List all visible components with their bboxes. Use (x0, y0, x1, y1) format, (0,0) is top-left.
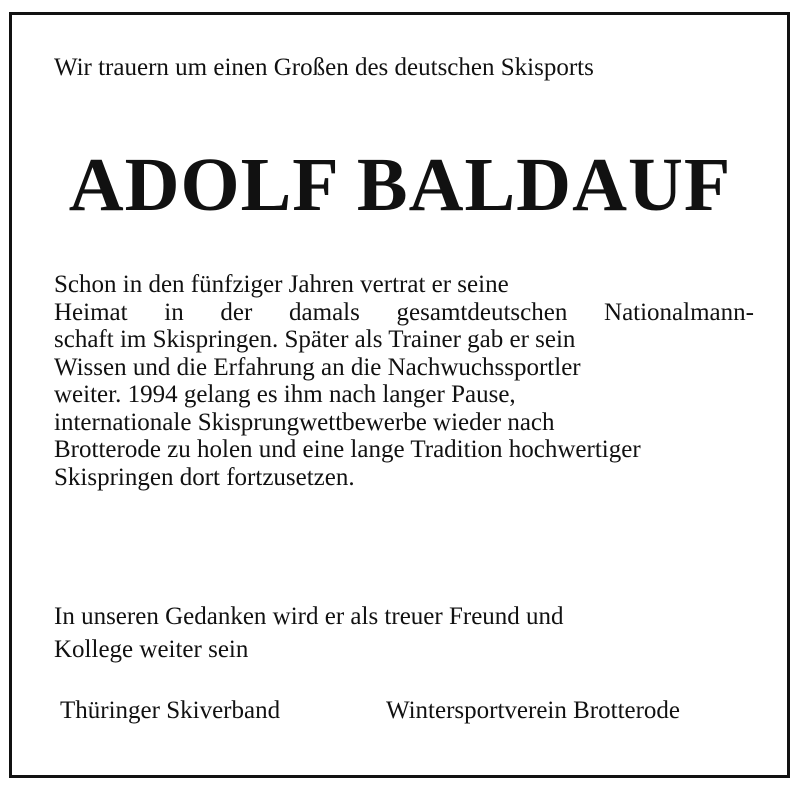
closing-line-2: Kollege weiter sein (54, 636, 249, 663)
body-line-5: weiter. 1994 gelang es ihm nach langer Pause, (54, 381, 516, 408)
body-word: der (220, 298, 253, 326)
closing-line-1: In unseren Gedanken wird er als treuer Freund und (54, 603, 564, 630)
body-word: damals (289, 298, 360, 326)
closing-text (54, 600, 564, 666)
body-word: in (164, 298, 184, 326)
intro-text: Wir trauern um einen Großen des deutschen Skisports (54, 54, 594, 81)
body-line-1: Schon in den fünfziger Jahren vertrat er seine (54, 271, 509, 298)
signatory-wintersportverein-brotterode: Wintersportverein Brotterode (386, 697, 681, 724)
body-line-8: Skispringen dort fortzusetzen. (54, 463, 355, 491)
obituary-body (54, 271, 754, 491)
body-word: gesamtdeutschen (396, 298, 568, 326)
body-line-7: Brotterode zu holen und eine lange Tradition hochwertiger (54, 436, 641, 463)
body-line-2 (54, 299, 754, 327)
body-line-4: Wissen und die Erfahrung an die Nachwuchssportler (54, 353, 581, 381)
body-word: Heimat (54, 298, 128, 326)
body-line-3: schaft im Skispringen. Später als Trainer gab er sein (54, 326, 576, 353)
signatory-thueringer-skiverband: Thüringer Skiverband (60, 697, 281, 724)
body-word: Nationalmann- (604, 298, 754, 326)
deceased-name: ADOLF BALDAUF (68, 143, 732, 227)
body-line-6: internationale Skisprungwettbewerbe wieder nach (54, 408, 555, 436)
